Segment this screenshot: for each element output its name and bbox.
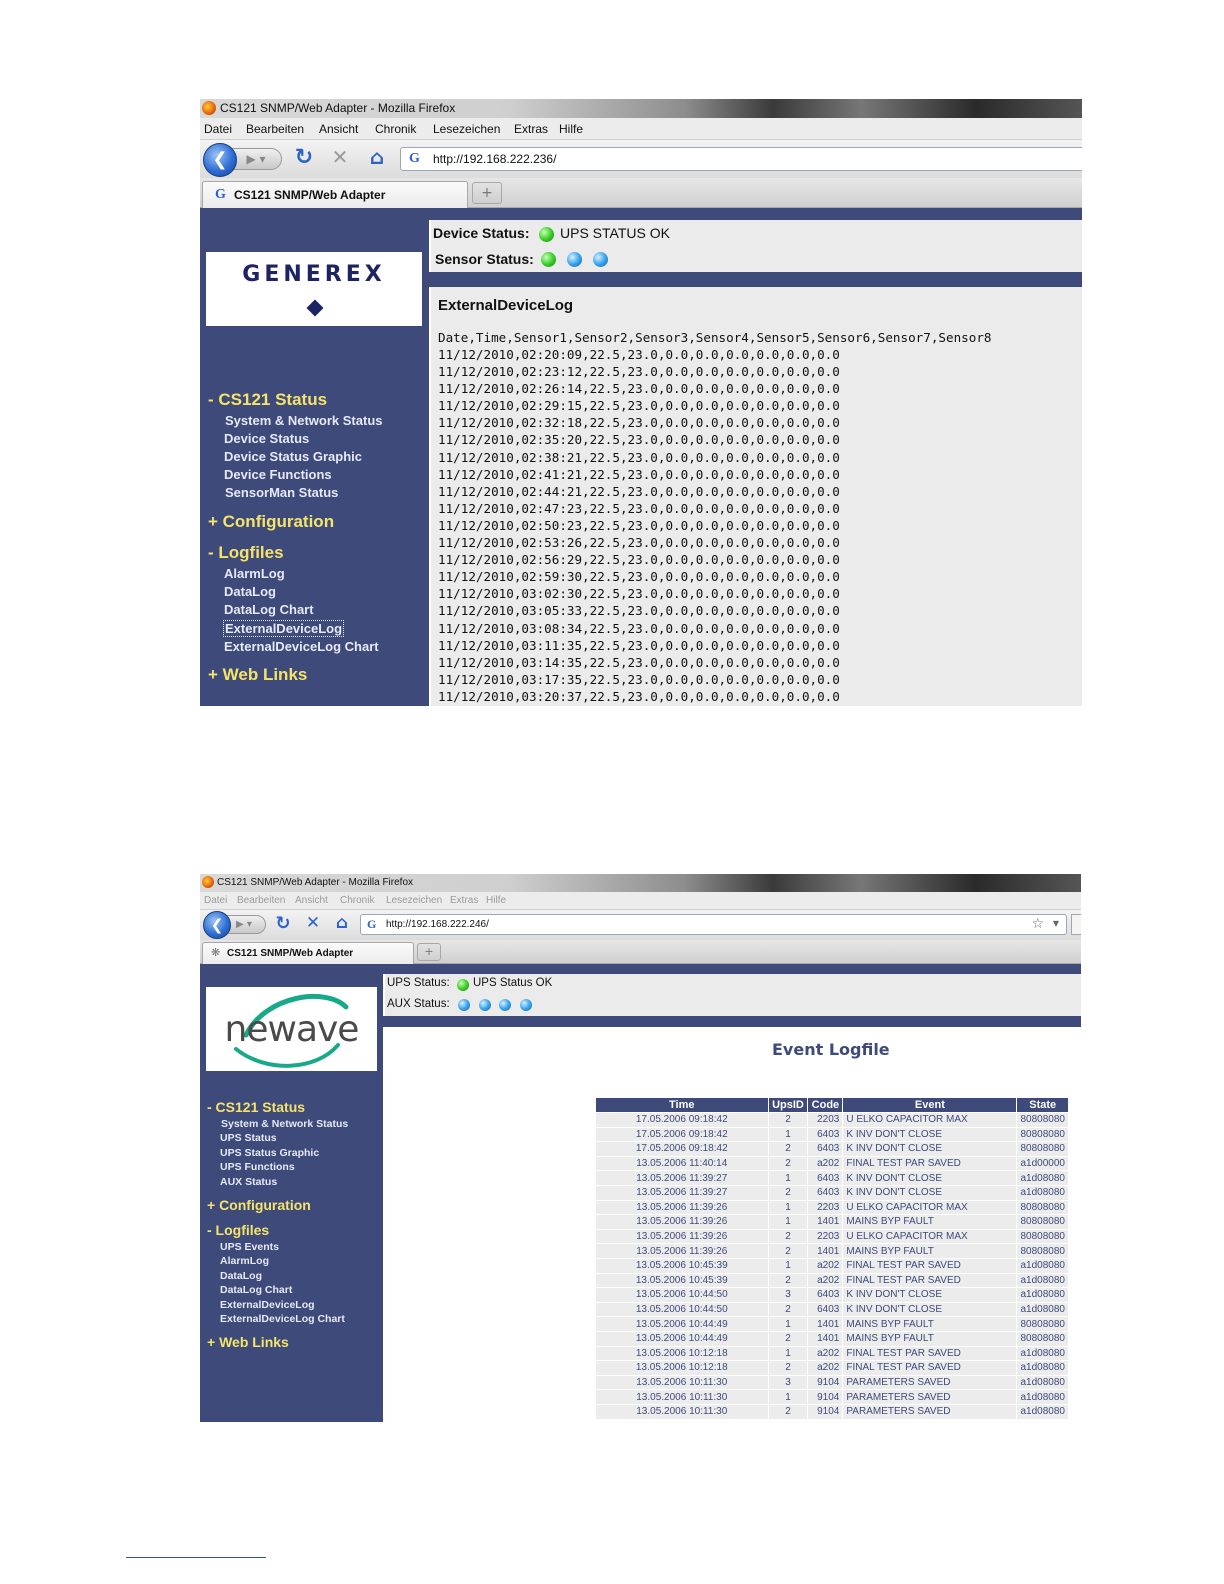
cell-event: MAINS BYP FAULT <box>843 1331 1017 1346</box>
tab-bar <box>200 178 1082 208</box>
cell-state: 80808080 <box>1017 1215 1069 1230</box>
nav-configuration[interactable]: + Configuration <box>207 1197 311 1213</box>
log-line: 11/12/2010,03:17:35,22.5,23.0,0.0,0.0,0.0,0.0,0.0,0.0 <box>438 671 840 687</box>
cell-time: 13.05.2006 11:39:27 <box>596 1171 769 1186</box>
cell-state: 80808080 <box>1017 1142 1069 1157</box>
menu-lesezeichen[interactable]: Lesezeichen <box>433 122 501 136</box>
cell-event: FINAL TEST PAR SAVED <box>843 1258 1017 1273</box>
firefox-icon <box>202 876 214 888</box>
nav-device-status-graphic[interactable]: Device Status Graphic <box>224 449 362 464</box>
title-bar <box>200 99 1082 118</box>
tab-cs121[interactable] <box>202 942 414 964</box>
status-panel <box>385 974 1081 1016</box>
cell-code: 2203 <box>808 1113 843 1128</box>
cell-event: K INV DON'T CLOSE <box>843 1171 1017 1186</box>
sidebar <box>200 964 383 1422</box>
cell-upsid: 2 <box>768 1404 808 1419</box>
sensor-status-label: Sensor Status: <box>435 251 534 267</box>
log-line: 11/12/2010,02:38:21,22.5,23.0,0.0,0.0,0.0,0.0,0.0,0.0 <box>438 449 840 465</box>
cell-code: 2203 <box>808 1200 843 1215</box>
menu-bearbeiten[interactable]: Bearbeiten <box>237 895 286 906</box>
cell-upsid: 1 <box>768 1346 808 1361</box>
table-row <box>596 1331 1069 1346</box>
status-panel <box>431 220 1082 272</box>
cell-upsid: 3 <box>768 1375 808 1390</box>
cell-time: 13.05.2006 10:44:50 <box>596 1302 769 1317</box>
col-state[interactable]: State <box>1017 1098 1069 1113</box>
search-engine-box[interactable] <box>1071 914 1081 935</box>
menu-extras[interactable]: Extras <box>450 895 479 906</box>
cell-state: a1d08080 <box>1017 1302 1069 1317</box>
table-row <box>596 1200 1069 1215</box>
ups-status-text: UPS Status OK <box>473 977 553 989</box>
cell-time: 17.05.2006 09:18:42 <box>596 1113 769 1128</box>
cell-upsid: 1 <box>768 1127 808 1142</box>
nav-aux-status[interactable]: AUX Status <box>220 1176 278 1188</box>
cell-state: 80808080 <box>1017 1331 1069 1346</box>
cell-upsid: 2 <box>768 1273 808 1288</box>
log-line: 11/12/2010,02:23:12,22.5,23.0,0.0,0.0,0.0,0.0,0.0,0.0 <box>438 364 840 380</box>
cell-time: 13.05.2006 10:11:30 <box>596 1375 769 1390</box>
forward-button[interactable] <box>230 148 282 170</box>
table-row <box>596 1390 1069 1405</box>
cell-code: 9104 <box>808 1375 843 1390</box>
aux-led-1 <box>458 999 470 1011</box>
browser-window-2 <box>200 874 1081 1422</box>
cell-upsid: 2 <box>768 1244 808 1259</box>
url-bar[interactable] <box>400 147 1082 171</box>
back-arrow-icon: ❮ <box>212 149 228 170</box>
table-header-row <box>596 1098 1069 1113</box>
table-row <box>596 1288 1069 1303</box>
cell-upsid: 2 <box>768 1302 808 1317</box>
log-line: 11/12/2010,02:35:20,22.5,23.0,0.0,0.0,0.0,0.0,0.0,0.0 <box>438 432 840 448</box>
log-line: 11/12/2010,02:47:23,22.5,23.0,0.0,0.0,0.0,0.0,0.0,0.0 <box>438 500 840 516</box>
forward-arrow-icon: ▶ ▾ <box>246 152 266 166</box>
cell-state: a1d08080 <box>1017 1171 1069 1186</box>
logo-wordmark: newave <box>224 1009 359 1050</box>
nav-logfiles[interactable]: - Logfiles <box>208 543 284 562</box>
tab-title: CS121 SNMP/Web Adapter <box>227 948 354 959</box>
table-row <box>596 1113 1069 1128</box>
nav-ups-status-graphic[interactable]: UPS Status Graphic <box>220 1147 320 1159</box>
cell-event: FINAL TEST PAR SAVED <box>843 1361 1017 1376</box>
cell-upsid: 2 <box>768 1142 808 1157</box>
device-status-label: Device Status: <box>433 225 530 241</box>
cell-state: 80808080 <box>1017 1229 1069 1244</box>
table-row <box>596 1142 1069 1157</box>
nav-sensorman-status[interactable]: SensorMan Status <box>225 485 339 500</box>
cell-time: 13.05.2006 10:45:39 <box>596 1273 769 1288</box>
table-row <box>596 1244 1069 1259</box>
url-text: http://192.168.222.246/ <box>386 919 489 930</box>
nav-cs121-status[interactable]: - CS121 Status <box>207 1099 306 1115</box>
event-log-table <box>595 1097 1069 1419</box>
log-line: 11/12/2010,03:14:35,22.5,23.0,0.0,0.0,0.0,0.0,0.0,0.0 <box>438 654 840 670</box>
menu-extras[interactable]: Extras <box>514 122 549 136</box>
cell-code: a202 <box>808 1258 843 1273</box>
nav-datalog[interactable]: DataLog <box>224 584 276 599</box>
nav-datalog-chart[interactable]: DataLog Chart <box>224 602 314 617</box>
cell-code: 9104 <box>808 1404 843 1419</box>
cell-time: 13.05.2006 10:11:30 <box>596 1404 769 1419</box>
home-icon[interactable]: ⌂ <box>369 145 385 169</box>
menu-hilfe[interactable]: Hilfe <box>559 122 584 136</box>
aux-led-2 <box>479 999 491 1011</box>
cell-event: FINAL TEST PAR SAVED <box>843 1346 1017 1361</box>
nav-externaldevicelog-chart[interactable]: ExternalDeviceLog Chart <box>220 1313 345 1325</box>
log-line: 11/12/2010,03:02:30,22.5,23.0,0.0,0.0,0.0,0.0,0.0,0.0 <box>438 586 840 602</box>
cell-state: a1d08080 <box>1017 1390 1069 1405</box>
cell-state: 80808080 <box>1017 1244 1069 1259</box>
back-button[interactable] <box>203 911 231 939</box>
nav-logfiles[interactable]: - Logfiles <box>207 1222 270 1238</box>
log-line: 11/12/2010,03:05:33,22.5,23.0,0.0,0.0,0.0,0.0,0.0,0.0 <box>438 603 840 619</box>
sensor-led-3 <box>593 252 608 267</box>
log-line: 11/12/2010,02:20:09,22.5,23.0,0.0,0.0,0.0,0.0,0.0,0.0 <box>438 347 840 362</box>
nav-system-network-status[interactable]: System & Network Status <box>225 413 383 428</box>
cell-time: 13.05.2006 10:45:39 <box>596 1258 769 1273</box>
generex-logo <box>206 252 422 326</box>
cell-upsid: 1 <box>768 1215 808 1230</box>
aux-status-label: AUX Status: <box>387 998 450 1010</box>
cell-code: 9104 <box>808 1390 843 1405</box>
cell-upsid: 3 <box>768 1288 808 1303</box>
sidebar <box>200 208 429 706</box>
menu-bearbeiten[interactable]: Bearbeiten <box>246 122 305 136</box>
cell-time: 13.05.2006 10:44:49 <box>596 1317 769 1332</box>
cell-code: a202 <box>808 1156 843 1171</box>
log-line: 11/12/2010,03:11:35,22.5,23.0,0.0,0.0,0.0,0.0,0.0,0.0 <box>438 637 840 653</box>
divider-strip <box>383 1016 1081 1027</box>
cell-state: a1d08080 <box>1017 1361 1069 1376</box>
cell-upsid: 1 <box>768 1258 808 1273</box>
log-line: 11/12/2010,02:53:26,22.5,23.0,0.0,0.0,0.0,0.0,0.0,0.0 <box>438 535 840 551</box>
cell-state: a1d08080 <box>1017 1346 1069 1361</box>
cell-code: 6403 <box>808 1142 843 1157</box>
reload-icon[interactable]: ↻ <box>294 145 314 170</box>
cell-event: U ELKO CAPACITOR MAX <box>843 1200 1017 1215</box>
device-status-led <box>539 227 554 242</box>
table-row <box>596 1258 1069 1273</box>
cell-event: K INV DON'T CLOSE <box>843 1185 1017 1200</box>
cell-state: a1d08080 <box>1017 1288 1069 1303</box>
cell-event: FINAL TEST PAR SAVED <box>843 1273 1017 1288</box>
window-title: CS121 SNMP/Web Adapter - Mozilla Firefox <box>220 101 456 115</box>
cell-upsid: 2 <box>768 1156 808 1171</box>
stop-icon[interactable]: ✕ <box>331 145 349 169</box>
title-bar <box>200 874 1081 892</box>
table-row <box>596 1171 1069 1186</box>
cell-upsid: 1 <box>768 1171 808 1186</box>
log-line: 11/12/2010,02:41:21,22.5,23.0,0.0,0.0,0.0,0.0,0.0,0.0 <box>438 466 840 482</box>
cell-time: 13.05.2006 11:39:26 <box>596 1215 769 1230</box>
device-status-text: UPS STATUS OK <box>560 225 670 241</box>
back-arrow-icon: ❮ <box>210 916 224 934</box>
cell-time: 17.05.2006 09:18:42 <box>596 1127 769 1142</box>
menu-bar <box>200 118 1082 140</box>
google-icon: G <box>409 151 420 166</box>
menu-ansicht[interactable]: Ansicht <box>319 122 359 136</box>
cell-state: 80808080 <box>1017 1317 1069 1332</box>
menu-chronik[interactable]: Chronik <box>340 895 375 906</box>
table-row <box>596 1404 1069 1419</box>
cell-code: 1401 <box>808 1215 843 1230</box>
table-row <box>596 1346 1069 1361</box>
cell-code: a202 <box>808 1361 843 1376</box>
log-lines <box>438 346 840 705</box>
cell-upsid: 2 <box>768 1185 808 1200</box>
table-row <box>596 1127 1069 1142</box>
dropdown-icon[interactable]: ▼ <box>1052 919 1059 928</box>
table-row <box>596 1185 1069 1200</box>
menu-hilfe[interactable]: Hilfe <box>486 895 507 906</box>
cell-code: 6403 <box>808 1185 843 1200</box>
cell-event: K INV DON'T CLOSE <box>843 1288 1017 1303</box>
logo-diamond <box>307 300 324 317</box>
cell-time: 13.05.2006 10:11:30 <box>596 1390 769 1405</box>
log-line: 11/12/2010,02:26:14,22.5,23.0,0.0,0.0,0.0,0.0,0.0,0.0 <box>438 381 840 397</box>
nav-externaldevicelog[interactable]: ExternalDeviceLog <box>220 1299 315 1311</box>
cell-time: 13.05.2006 10:44:50 <box>596 1288 769 1303</box>
log-line: 11/12/2010,02:32:18,22.5,23.0,0.0,0.0,0.0,0.0,0.0,0.0 <box>438 415 840 431</box>
aux-led-3 <box>499 999 511 1011</box>
google-icon: G <box>367 917 377 931</box>
nav-cs121-status[interactable]: - CS121 Status <box>208 390 328 409</box>
star-icon[interactable]: ☆ <box>1031 916 1044 932</box>
log-line: 11/12/2010,03:20:37,22.5,23.0,0.0,0.0,0.0,0.0,0.0,0.0 <box>438 688 840 704</box>
forward-arrow-icon: ▶ ▾ <box>236 919 252 930</box>
cell-upsid: 2 <box>768 1113 808 1128</box>
cell-code: a202 <box>808 1273 843 1288</box>
log-line: 11/12/2010,02:29:15,22.5,23.0,0.0,0.0,0.0,0.0,0.0,0.0 <box>438 398 840 414</box>
navigation-toolbar <box>200 910 1081 940</box>
cell-event: U ELKO CAPACITOR MAX <box>843 1229 1017 1244</box>
sensor-led-1 <box>541 252 556 267</box>
nav-ups-events[interactable]: UPS Events <box>220 1241 279 1253</box>
menu-bar <box>200 892 1081 910</box>
cell-event: FINAL TEST PAR SAVED <box>843 1156 1017 1171</box>
nav-device-status[interactable]: Device Status <box>224 431 310 446</box>
cell-event: PARAMETERS SAVED <box>843 1404 1017 1419</box>
sensor-led-2 <box>567 252 582 267</box>
cell-time: 13.05.2006 11:40:14 <box>596 1156 769 1171</box>
log-header-line: Date,Time,Sensor1,Sensor2,Sensor3,Sensor4,Sensor5,Sensor6,Sensor7,Sensor8 <box>438 330 992 345</box>
cell-upsid: 2 <box>768 1361 808 1376</box>
menu-datei[interactable]: Datei <box>204 122 233 136</box>
new-tab-button[interactable]: + <box>472 182 502 204</box>
nav-web-links[interactable]: + Web Links <box>207 1334 289 1350</box>
cell-time: 13.05.2006 11:39:26 <box>596 1200 769 1215</box>
log-line: 11/12/2010,03:08:34,22.5,23.0,0.0,0.0,0.0,0.0,0.0,0.0 <box>438 620 840 636</box>
col-upsid[interactable]: UpsID <box>768 1098 808 1113</box>
nav-externaldevicelog[interactable]: ExternalDeviceLog <box>225 621 343 636</box>
stop-icon[interactable]: ✕ <box>305 913 321 933</box>
table-row <box>596 1361 1069 1376</box>
log-content <box>431 287 1082 706</box>
divider-strip <box>429 272 1082 287</box>
cell-time: 13.05.2006 11:39:27 <box>596 1185 769 1200</box>
cell-code: 6403 <box>808 1302 843 1317</box>
menu-chronik[interactable]: Chronik <box>375 122 417 136</box>
cell-event: MAINS BYP FAULT <box>843 1317 1017 1332</box>
cell-state: a1d08080 <box>1017 1404 1069 1419</box>
cell-code: 1401 <box>808 1331 843 1346</box>
nav-configuration[interactable]: + Configuration <box>208 512 335 531</box>
col-event[interactable]: Event <box>843 1098 1017 1113</box>
back-button[interactable] <box>203 143 237 177</box>
cell-upsid: 1 <box>768 1317 808 1332</box>
cell-code: 2203 <box>808 1229 843 1244</box>
cell-code: 6403 <box>808 1288 843 1303</box>
cell-time: 13.05.2006 11:39:26 <box>596 1229 769 1244</box>
nav-alarmlog[interactable]: AlarmLog <box>224 566 285 581</box>
cell-event: K INV DON'T CLOSE <box>843 1302 1017 1317</box>
url-text: http://192.168.222.236/ <box>433 152 557 166</box>
cell-upsid: 1 <box>768 1200 808 1215</box>
cell-upsid: 2 <box>768 1331 808 1346</box>
cell-event: MAINS BYP FAULT <box>843 1244 1017 1259</box>
nav-system-network-status[interactable]: System & Network Status <box>221 1118 349 1130</box>
cell-event: PARAMETERS SAVED <box>843 1375 1017 1390</box>
table-row <box>596 1215 1069 1230</box>
table-row <box>596 1302 1069 1317</box>
cell-state: a1d08080 <box>1017 1375 1069 1390</box>
cell-time: 13.05.2006 10:12:18 <box>596 1346 769 1361</box>
reload-icon[interactable]: ↻ <box>275 913 291 934</box>
browser-window-1 <box>200 99 1082 706</box>
page-title: Event Logfile <box>772 1040 890 1059</box>
nav-ups-functions[interactable]: UPS Functions <box>220 1161 295 1173</box>
tab-cs121[interactable] <box>202 181 468 208</box>
cell-state: a1d08080 <box>1017 1273 1069 1288</box>
navigation-toolbar <box>200 140 1082 178</box>
cell-time: 13.05.2006 10:12:18 <box>596 1361 769 1376</box>
table-row <box>596 1273 1069 1288</box>
cell-time: 17.05.2006 09:18:42 <box>596 1142 769 1157</box>
log-line: 11/12/2010,02:44:21,22.5,23.0,0.0,0.0,0.0,0.0,0.0,0.0 <box>438 483 840 499</box>
new-tab-button[interactable]: + <box>417 943 441 961</box>
cell-state: a1d00000 <box>1017 1156 1069 1171</box>
cell-upsid: 2 <box>768 1229 808 1244</box>
firefox-icon <box>202 101 216 115</box>
menu-ansicht[interactable]: Ansicht <box>295 895 328 906</box>
cell-state: 80808080 <box>1017 1127 1069 1142</box>
log-line: 11/12/2010,02:56:29,22.5,23.0,0.0,0.0,0.0,0.0,0.0,0.0 <box>438 552 840 568</box>
menu-datei[interactable]: Datei <box>204 895 228 906</box>
cell-state: a1d08080 <box>1017 1258 1069 1273</box>
cell-code: 1401 <box>808 1244 843 1259</box>
cell-event: K INV DON'T CLOSE <box>843 1142 1017 1157</box>
cell-event: MAINS BYP FAULT <box>843 1215 1017 1230</box>
nav-web-links[interactable]: + Web Links <box>208 665 308 684</box>
menu-lesezeichen[interactable]: Lesezeichen <box>386 895 443 906</box>
log-title: ExternalDeviceLog <box>438 297 574 314</box>
nav-ups-status[interactable]: UPS Status <box>220 1132 277 1144</box>
home-icon[interactable]: ⌂ <box>335 913 349 933</box>
table-row <box>596 1229 1069 1244</box>
loading-icon: ❋ <box>211 946 221 959</box>
cell-code: 6403 <box>808 1127 843 1142</box>
cell-state: 80808080 <box>1017 1113 1069 1128</box>
cell-upsid: 1 <box>768 1390 808 1405</box>
cell-time: 13.05.2006 11:39:26 <box>596 1244 769 1259</box>
cell-event: K INV DON'T CLOSE <box>843 1127 1017 1142</box>
cell-code: a202 <box>808 1346 843 1361</box>
table-row <box>596 1375 1069 1390</box>
log-line: 11/12/2010,02:59:30,22.5,23.0,0.0,0.0,0.0,0.0,0.0,0.0 <box>438 569 840 585</box>
logo-wordmark: GENEREX <box>242 262 386 287</box>
tab-bar <box>200 940 1081 964</box>
tab-title: CS121 SNMP/Web Adapter <box>234 188 386 202</box>
cell-state: 80808080 <box>1017 1200 1069 1215</box>
cell-code: 1401 <box>808 1317 843 1332</box>
col-code[interactable]: Code <box>808 1098 843 1113</box>
cell-time: 13.05.2006 10:44:49 <box>596 1331 769 1346</box>
newave-logo <box>206 987 377 1071</box>
log-line: 11/12/2010,02:50:23,22.5,23.0,0.0,0.0,0.0,0.0,0.0,0.0 <box>438 517 840 533</box>
nav-alarmlog[interactable]: AlarmLog <box>220 1255 270 1267</box>
table-row <box>596 1156 1069 1171</box>
google-icon: G <box>215 187 226 202</box>
nav-externaldevicelog-chart[interactable]: ExternalDeviceLog Chart <box>224 639 379 654</box>
ups-status-label: UPS Status: <box>387 977 450 989</box>
cell-event: U ELKO CAPACITOR MAX <box>843 1113 1017 1128</box>
table-row <box>596 1317 1069 1332</box>
cell-event: PARAMETERS SAVED <box>843 1390 1017 1405</box>
nav-datalog-chart[interactable]: DataLog Chart <box>220 1284 293 1296</box>
window-title: CS121 SNMP/Web Adapter - Mozilla Firefox <box>217 877 414 888</box>
col-time[interactable]: Time <box>596 1098 769 1113</box>
footnote-rule <box>126 1557 266 1558</box>
aux-led-4 <box>520 999 532 1011</box>
cell-code: 6403 <box>808 1171 843 1186</box>
url-bar[interactable] <box>360 914 1067 935</box>
nav-device-functions[interactable]: Device Functions <box>224 467 332 482</box>
nav-datalog[interactable]: DataLog <box>220 1270 262 1282</box>
ups-status-led <box>457 979 469 991</box>
cell-state: a1d08080 <box>1017 1185 1069 1200</box>
